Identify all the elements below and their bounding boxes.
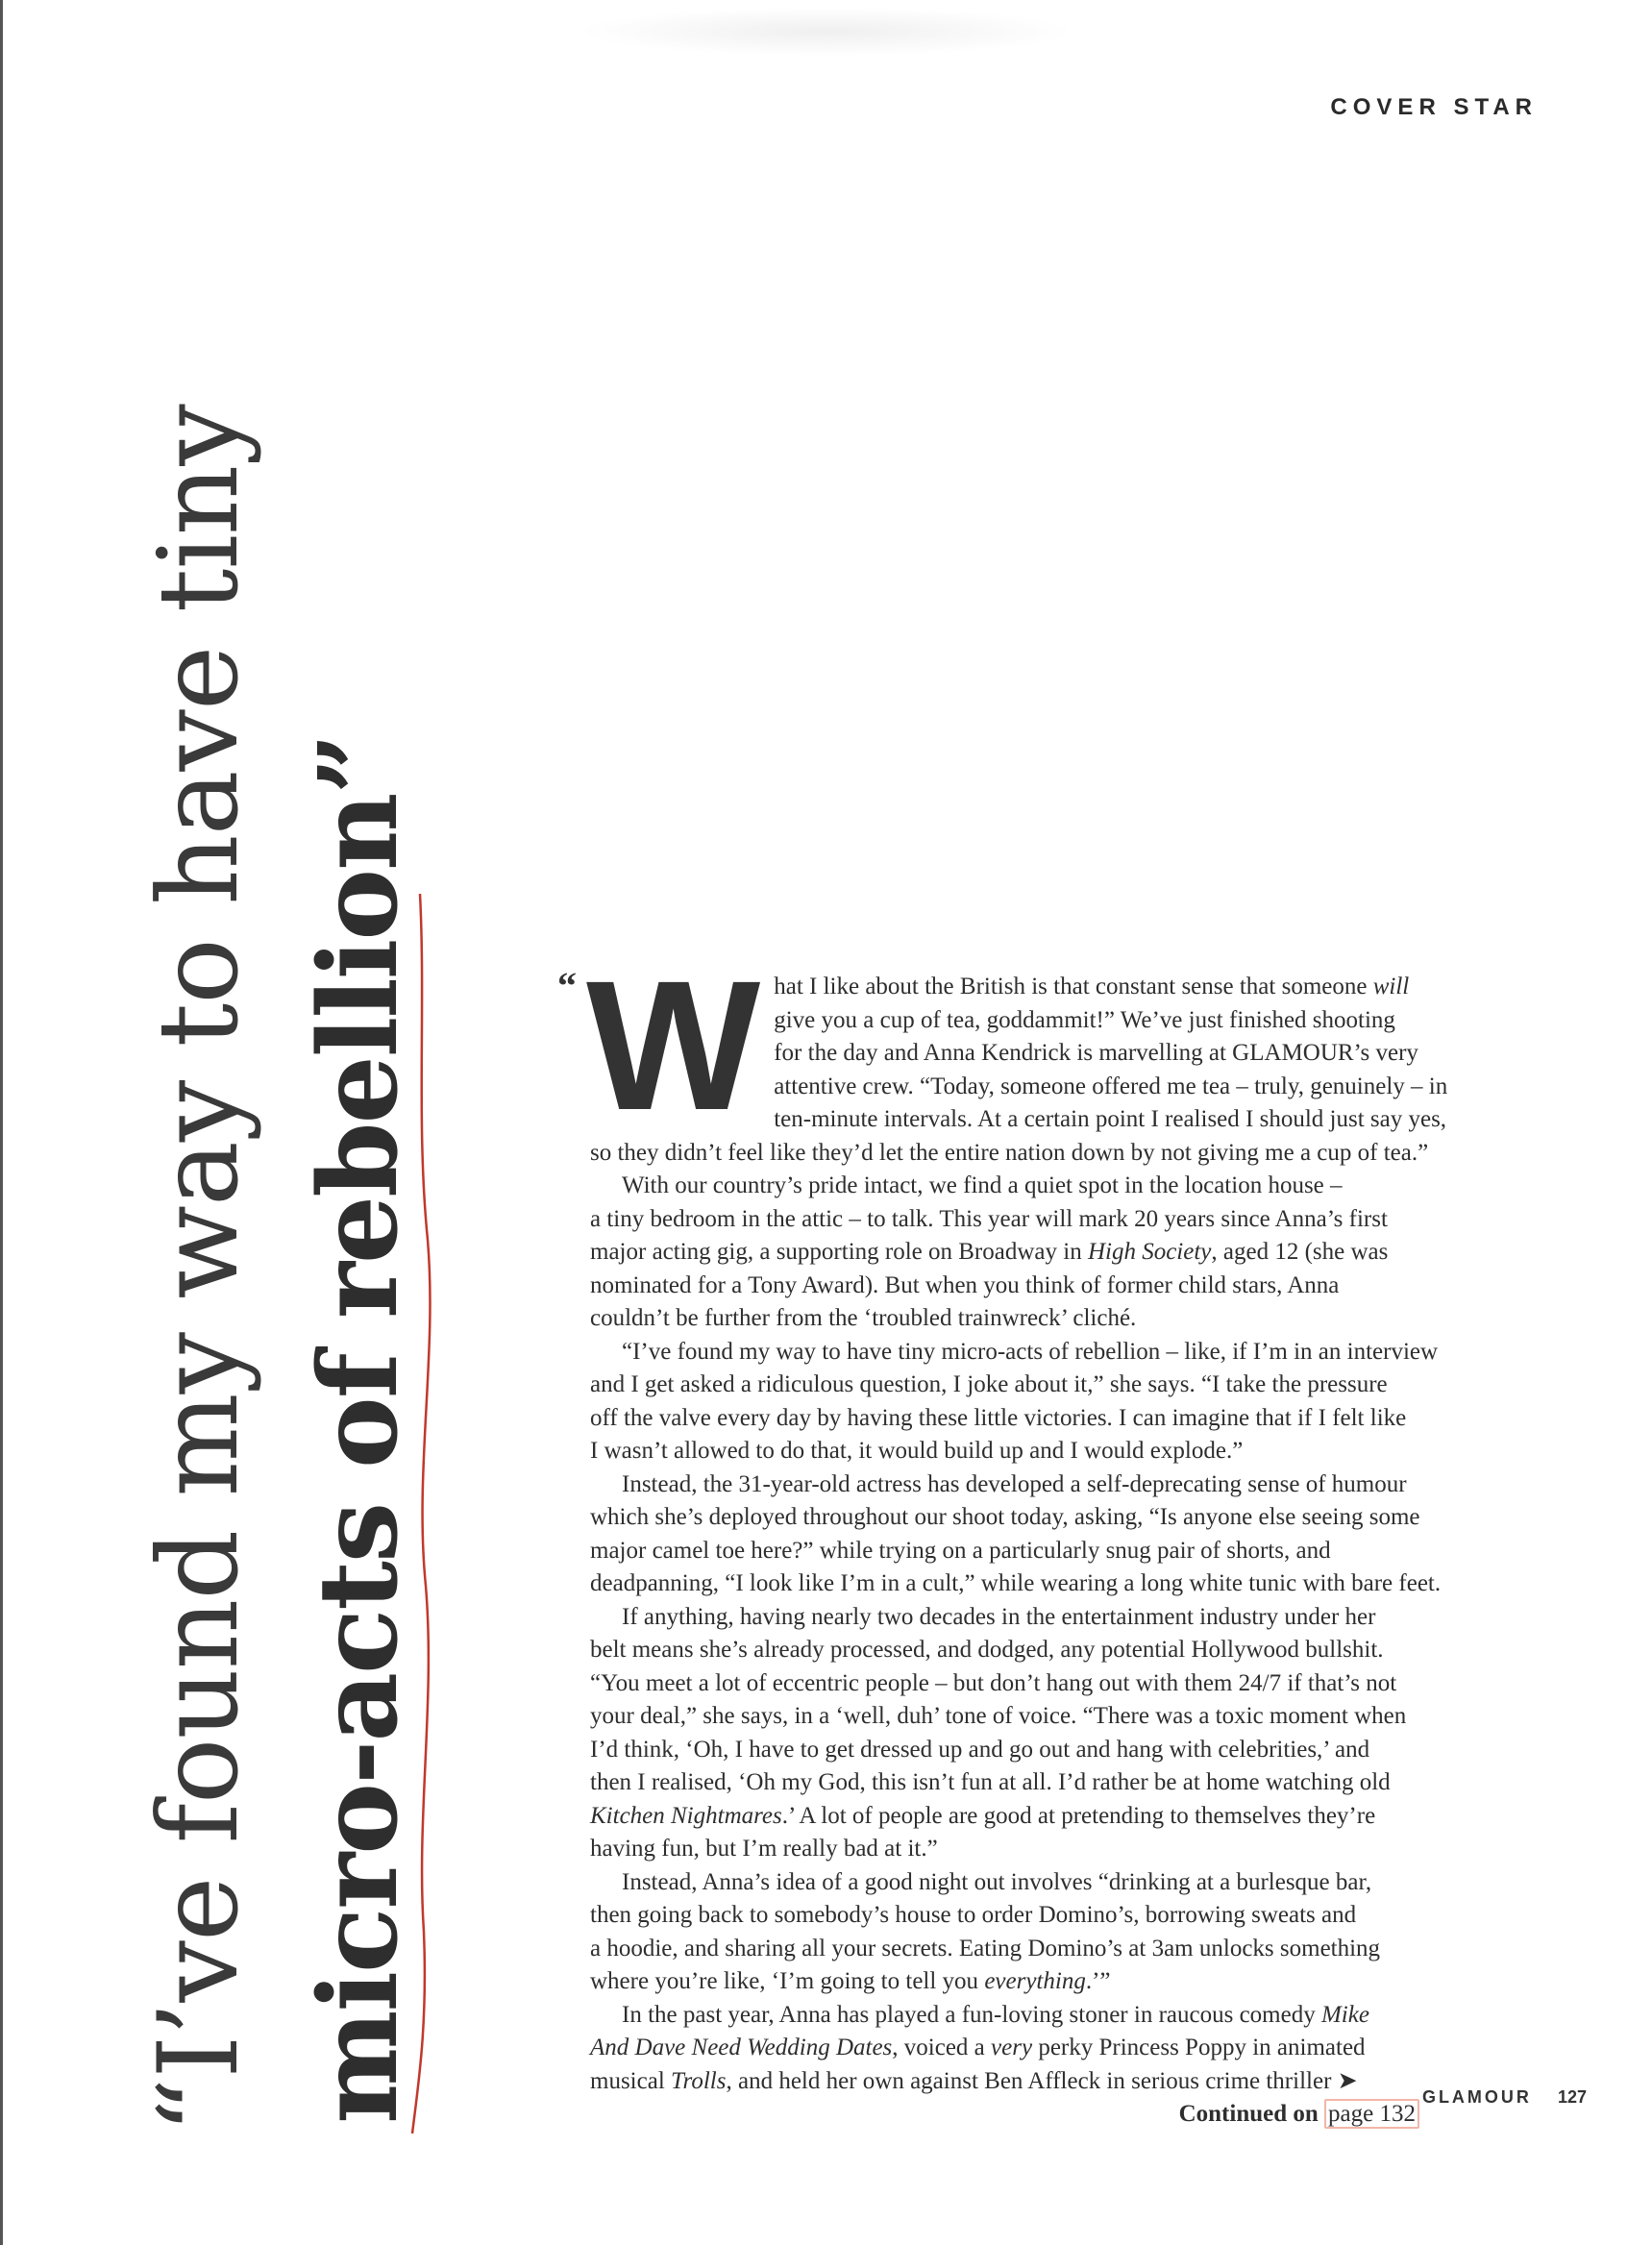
article-line [590, 1170, 1513, 1203]
red-underline-mark [408, 894, 466, 2134]
article-line-italic: Mike [1320, 2001, 1369, 2028]
article-line [590, 1634, 1513, 1667]
article-line [590, 1866, 1513, 1900]
article-line-italic: very [991, 2035, 1033, 2060]
article-line-italic: And Dave Need Wedding Dates [590, 2035, 893, 2060]
article-line-text: I wasn’t allowed to do that, it would build up and I would explode.” [590, 1438, 1244, 1464]
continued-label: Continued on [1178, 2101, 1319, 2127]
article-line [590, 1965, 1513, 1999]
article-line [590, 1302, 1513, 1336]
article-line-text: musical [590, 2067, 672, 2094]
article-line-text: off the valve every day by having these little victories. I can imagine that if I felt like [590, 1404, 1407, 1431]
article-line [590, 1270, 1513, 1303]
opening-quote-mark: “ [557, 964, 577, 1007]
article-line [590, 1700, 1513, 1734]
article-line-text: then I realised, ‘Oh my God, this isn’t fun at all. I’d rather be at home watching old [590, 1769, 1391, 1795]
article-line [590, 1999, 1513, 2033]
article-line [590, 1137, 1513, 1171]
article-line-italic: will [1372, 974, 1410, 999]
article-line [590, 1567, 1513, 1601]
article-line-text: where you’re like, ‘I’m going to tell you [590, 1968, 985, 1994]
article-line-text: Instead, Anna’s idea of a good night out involves “drinking at a burlesque bar, [622, 1868, 1372, 1895]
article-line [590, 1800, 1513, 1834]
article-line [590, 1933, 1513, 1966]
article-line [590, 1734, 1513, 1767]
article-body [586, 942, 1513, 2132]
article-line-text: perky Princess Poppy in animated [1032, 2035, 1366, 2060]
article-line-text: .’ A lot of people are good at pretending to themselves they’re [781, 1802, 1376, 1829]
article-line-text: “You meet a lot of eccentric people – but don’t hang out with them 24/7 if that’s not [590, 1669, 1397, 1696]
article-line [590, 1468, 1513, 1502]
article-line [590, 1766, 1513, 1800]
article-line-text: “I’ve found my way to have tiny micro-acts of rebellion – like, if I’m in an interview [622, 1338, 1439, 1365]
article-line-italic: Kitchen Nightmares [590, 1802, 782, 1829]
article-line-text: and I get asked a ridiculous question, I joke about it,” she says. “I take the pressure [590, 1371, 1388, 1397]
article-line [590, 1369, 1513, 1402]
article-line-text: , voiced a [892, 2035, 992, 2060]
article-line-text: which she’s deployed throughout our shoot today, asking, “Is anyone else seeing some [590, 1504, 1420, 1530]
drop-cap: W [586, 942, 761, 1148]
page-edge-rule [0, 0, 3, 2245]
article-line-text: having fun, but I’m really bad at it.” [590, 1836, 938, 1862]
article-line [590, 1899, 1513, 1933]
article-line [590, 1336, 1513, 1369]
article-line-text: With our country’s pride intact, we find a quiet spot in the location house – [622, 1172, 1343, 1198]
pull-quote-line-1: “I’ve found my way to have tiny [135, 405, 262, 2134]
article-line [590, 1402, 1513, 1436]
article-line-text: nominated for a Tony Award). But when you think of former child stars, Anna [590, 1271, 1340, 1298]
article-line-italic: High Society [1087, 1239, 1212, 1265]
article-line-text: your deal,” she says, in a ‘well, duh’ tone of voice. “There was a toxic moment when [590, 1703, 1407, 1729]
article-line-text: major acting gig, a supporting role on Broadway in [590, 1239, 1088, 1265]
footer-magazine-name: GLAMOUR [1421, 2087, 1532, 2107]
section-label: COVER STAR [1330, 94, 1538, 120]
article-line [590, 2032, 1513, 2065]
article-line-text: If anything, having nearly two decades in the entertainment industry under her [622, 1603, 1376, 1630]
article-line [590, 1435, 1513, 1468]
article-line-italic: Trolls [671, 2067, 727, 2094]
article-line-text: deadpanning, “I look like I’m in a cult,” while wearing a long white tunic with bare feet. [590, 1570, 1442, 1596]
continued-note [590, 2098, 1513, 2132]
article-line-text: Instead, the 31-year-old actress has developed a self-deprecating sense of humour [622, 1470, 1407, 1497]
article-line [590, 1601, 1513, 1635]
article-line-text: so they didn’t feel like they’d let the entire nation down by not giving me a cup of tea.” [590, 1139, 1429, 1166]
article-line-text: a tiny bedroom in the attic – to talk. This year will mark 20 years since Anna’s first [590, 1205, 1388, 1232]
article-line [590, 1501, 1513, 1535]
article-line-text: major camel toe here?” while trying on a particularly snug pair of shorts, and [590, 1537, 1331, 1564]
article-line [590, 1667, 1513, 1701]
article-line [590, 1203, 1513, 1237]
article-line [590, 1833, 1513, 1866]
page-footer [1422, 2087, 1587, 2108]
article-line-italic: everything [984, 1968, 1086, 1994]
article-line-text: hat I like about the British is that constant sense that someone [774, 974, 1373, 999]
article-line-text: In the past year, Anna has played a fun-loving stoner in raucous comedy [622, 2001, 1321, 2028]
continued-page-link[interactable]: page 132 [1324, 2099, 1419, 2129]
article-line [590, 1236, 1513, 1270]
article-line-text: attentive crew. “Today, someone offered me tea – truly, genuinely – in [774, 1073, 1448, 1099]
page-number: 127 [1557, 2087, 1587, 2107]
article-line-text: , aged 12 (she was [1211, 1239, 1389, 1265]
article-line [590, 1535, 1513, 1568]
pull-quote-line-2: micro-acts of rebellion” [296, 734, 422, 2124]
article-line-text: for the day and Anna Kendrick is marvelling at GLAMOUR’s very [774, 1040, 1418, 1066]
article-line-text: ten-minute intervals. At a certain point I realised I should just say yes, [774, 1106, 1447, 1132]
article-line-text: , and held her own against Ben Affleck in serious crime thriller ➤ [726, 2067, 1358, 2094]
article-line-text: .’” [1085, 1968, 1111, 1994]
article-line-text: I’d think, ‘Oh, I have to get dressed up and go out and hang with celebrities,’ and [590, 1736, 1370, 1763]
scan-smudge [577, 8, 1076, 56]
article-line-text: a hoodie, and sharing all your secrets. Eating Domino’s at 3am unlocks something [590, 1935, 1381, 1961]
article-line [590, 2065, 1513, 2099]
article-line-text: then going back to somebody’s house to order Domino’s, borrowing sweats and [590, 1902, 1357, 1928]
article-lines [590, 971, 1513, 2098]
article-line-text: belt means she’s already processed, and dodged, any potential Hollywood bullshit. [590, 1637, 1384, 1663]
article-line-text: couldn’t be further from the ‘troubled trainwreck’ cliché. [590, 1305, 1137, 1331]
article-line-text: give you a cup of tea, goddammit!” We’ve just finished shooting [774, 1006, 1395, 1033]
